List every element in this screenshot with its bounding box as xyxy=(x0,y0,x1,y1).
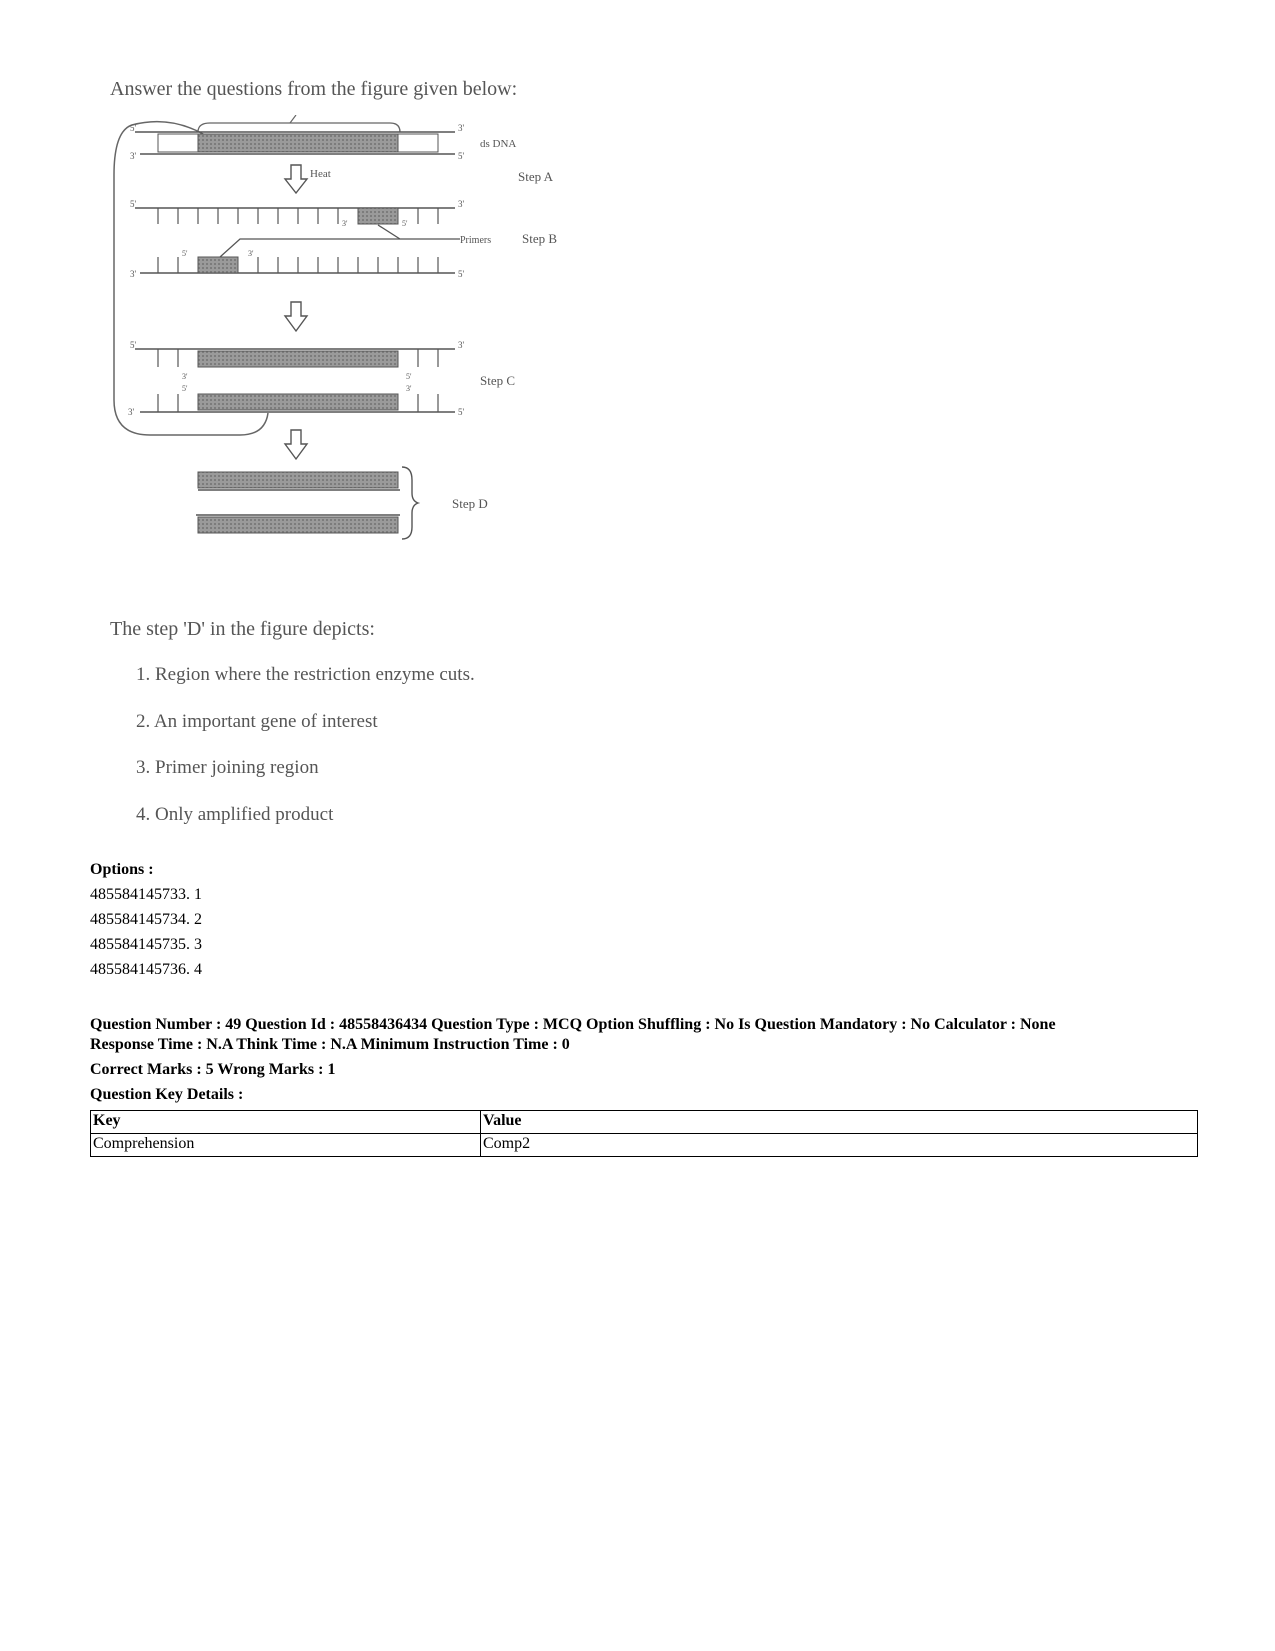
key-details-heading: Question Key Details : xyxy=(90,1086,244,1103)
question-choice: 2. An important gene of interest xyxy=(136,711,378,732)
label-3prime: 3' xyxy=(128,407,135,417)
label-5prime: 5' xyxy=(458,151,465,161)
question-meta-line: Response Time : N.A Think Time : N.A Minimum Instruction Time : 0 xyxy=(90,1036,570,1053)
table-row xyxy=(91,1134,1198,1157)
label-heat: Heat xyxy=(310,168,331,180)
primer-pointer xyxy=(378,225,460,239)
label-3prime: 3' xyxy=(182,372,188,381)
option-item: 485584145736. 4 xyxy=(90,961,202,978)
pcr-diagram xyxy=(110,115,610,575)
table-header-key: Key xyxy=(91,1111,481,1134)
table-header-value: Value xyxy=(481,1111,1198,1134)
down-arrow-icon xyxy=(285,302,307,331)
label-5prime: 5' xyxy=(458,407,465,417)
label-5prime: 5' xyxy=(458,269,465,279)
label-step-c: Step C xyxy=(480,373,516,388)
label-step-d: Step D xyxy=(452,496,488,511)
label-3prime: 3' xyxy=(458,340,465,350)
option-item: 485584145734. 2 xyxy=(90,911,202,928)
separated-strand-bottom xyxy=(140,257,455,273)
question-choice: 4. Only amplified product xyxy=(136,804,334,825)
label-3prime: 3' xyxy=(248,249,254,258)
label-3prime: 3' xyxy=(130,151,137,161)
label-5prime: 5' xyxy=(182,249,188,258)
label-ds-dna: ds DNA xyxy=(480,138,517,150)
heat-arrow-icon xyxy=(285,165,307,193)
primer-pointer xyxy=(220,239,400,257)
label-5prime: 5' xyxy=(182,384,188,393)
table-header-row xyxy=(91,1111,1198,1134)
label-3prime: 3' xyxy=(130,269,137,279)
label-3prime: 3' xyxy=(342,219,348,228)
label-3prime: 3' xyxy=(458,123,465,133)
table-cell-value: Comp2 xyxy=(481,1134,1198,1157)
label-step-a: Step A xyxy=(518,169,554,184)
label-3prime: 3' xyxy=(406,384,412,393)
label-5prime: 5' xyxy=(130,123,137,133)
question-stem: The step 'D' in the figure depicts: xyxy=(110,618,375,640)
cycle-loop-bracket xyxy=(114,122,268,435)
label-primers: Primers xyxy=(460,235,492,246)
label-5prime: 5' xyxy=(402,219,408,228)
label-5prime: 5' xyxy=(130,199,137,209)
ds-dna-strands xyxy=(135,132,455,154)
question-choice: 3. Primer joining region xyxy=(136,757,319,778)
down-arrow-icon xyxy=(285,430,307,459)
option-item: 485584145733. 1 xyxy=(90,886,202,903)
target-region-bracket xyxy=(198,123,400,132)
label-5prime: 5' xyxy=(406,372,412,381)
question-meta-line: Question Number : 49 Question Id : 48558436434 Question Type : MCQ Option Shuffling : No Is Question Mandatory : No Calculator : None xyxy=(90,1016,1056,1033)
options-heading: Options : xyxy=(90,861,154,878)
label-step-b: Step B xyxy=(522,231,558,246)
label-5prime: 5' xyxy=(130,340,137,350)
amplified-products xyxy=(196,467,418,539)
key-details-table xyxy=(90,1110,1198,1157)
marks-line: Correct Marks : 5 Wrong Marks : 1 xyxy=(90,1061,336,1078)
figure-intro-text: Answer the questions from the figure given below: xyxy=(110,78,518,100)
table-cell-key: Comprehension xyxy=(91,1134,481,1157)
label-3prime: 3' xyxy=(458,199,465,209)
option-item: 485584145735. 3 xyxy=(90,936,202,953)
question-choice: 1. Region where the restriction enzyme cuts. xyxy=(136,664,475,685)
